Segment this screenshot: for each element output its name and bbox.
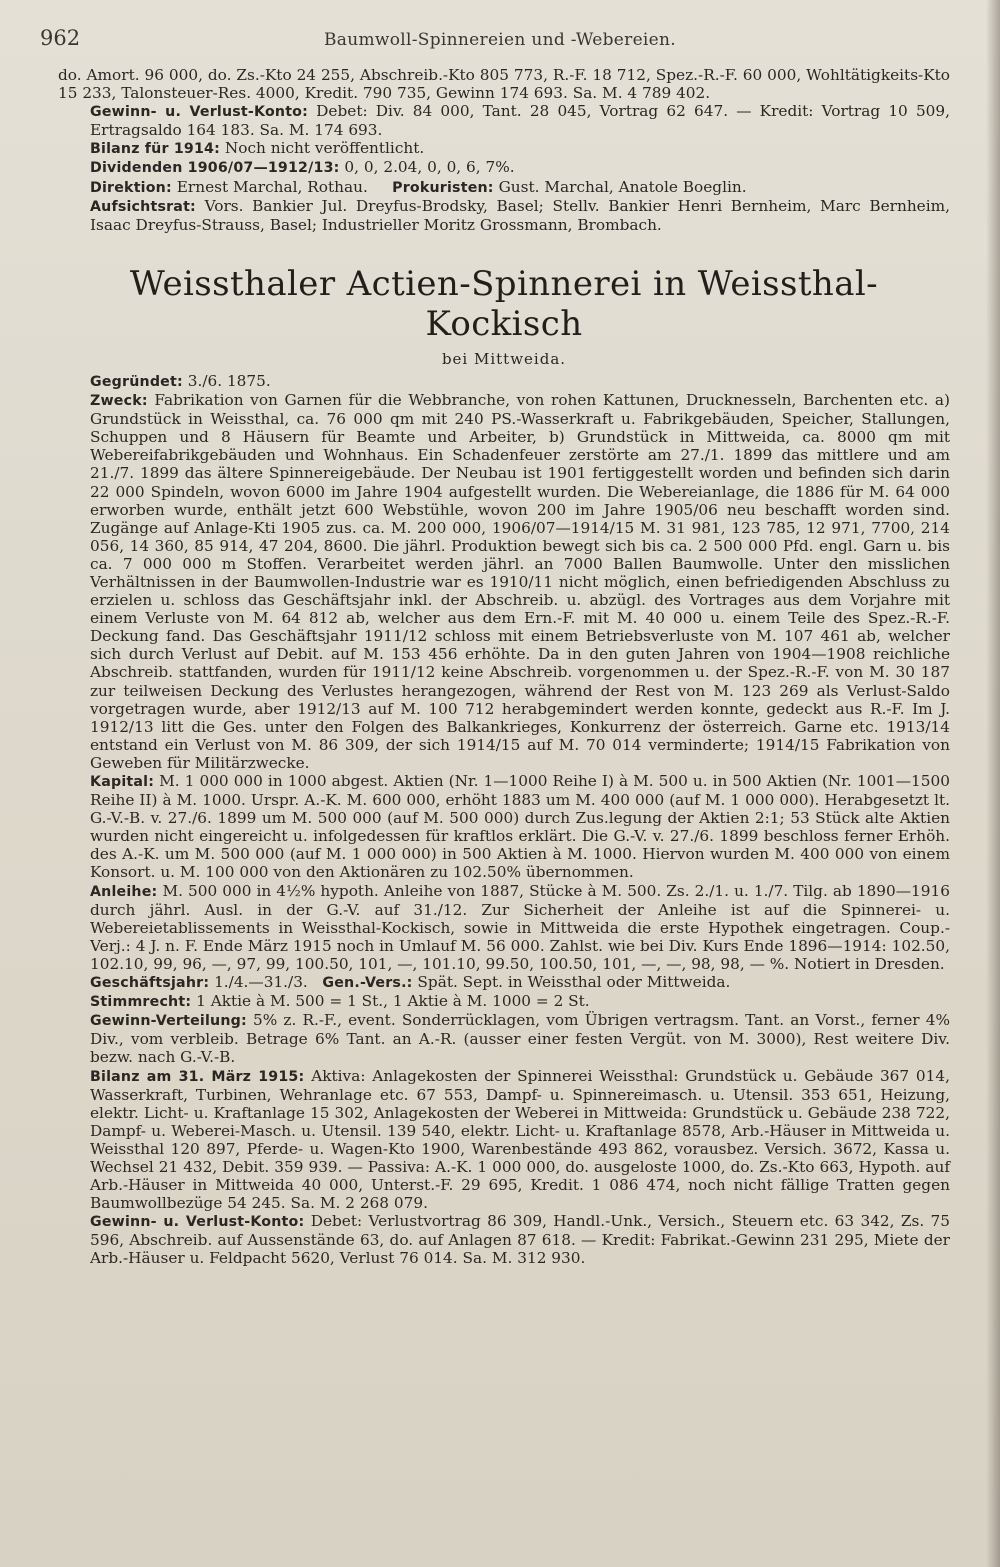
- prev-div-label: Dividenden 1906/07—1912/13:: [90, 160, 340, 177]
- prev-direction-paragraph: [58, 178, 950, 197]
- geschaeftsjahr-text: 1./4.—31./3.: [214, 973, 308, 992]
- guv-text: Debet: Verlustvortrag 86 309, Handl.-Unk., Versich., Steuern etc. 63 342, Zs. 75 596, Abschreib. auf Aussenstände 63, do. auf Anlagen 87 618. — Kredit: Fabrikat.-Gewinn 231 295, Miete der Arb.-Häuser u. Feldpacht 5620, Verlust 76 014. Sa. M. 312 930.: [90, 1212, 951, 1268]
- guv-label: Gewinn- u. Verlust-Konto:: [90, 1214, 305, 1231]
- prev-dir-text: Ernest Marchal, Rothau.: [176, 177, 368, 196]
- prev-ar-label: Aufsichtsrat:: [90, 198, 196, 215]
- section-title: Baumwoll-Spinnereien und -Webereien.: [324, 30, 676, 50]
- prev-bilanz-label: Bilanz für 1914:: [90, 141, 220, 158]
- gewinn-verteilung-label: Gewinn-Verteilung:: [90, 1013, 247, 1030]
- bilanz-text: Aktiva: Anlagekosten der Spinnerei Weissthal: Grundstück u. Gebäude 367 014, Wasserkraft, Turbinen, Wehranlage etc. 67 553, Dampf- u. Spinnereimasch. u. Utensil. 353 651, Heizung, elektr. Licht- u. Kraftanlage 15 302, Anlagekosten der Weberei in Mittweida: Grundstück u. Gebäude 238 722, Dampf- u. Weberei-Masch. u. Utensil. 139 540, elektr. Licht- u. Kraftanlage 8578, Arb.-Häuser in Mittweida u. Weissthal 120 897, Pferde- u. Wagen-Kto 1900, Warenbestände 493 862, vorausbez. Versich. 3672, Kassa u. Wechsel 21 432, Debit. 359 939. — Passiva: A.-K. 1 000 000, do. ausgeloste 1000, do. Zs.-Kto 663, Hypoth. auf Arb.-Häuser in Mittweida 40 000, Unterst.-F. 29 695, Kredit. 1 086 474, noch nicht fällige Tratten gegen Baumwollbezüge 54 245. Sa. M. 2 268 079.: [90, 1066, 950, 1213]
- gegruendet-label: Gegründet:: [90, 373, 183, 390]
- gegruendet-text: 3./6. 1875.: [187, 371, 271, 390]
- prev-dividends-paragraph: [58, 158, 950, 177]
- gegruendet-paragraph: [58, 372, 950, 391]
- prev-aufsichtsrat-paragraph: [58, 197, 950, 234]
- zweck-text: Fabrikation von Garnen für die Webbranche, von rohen Kattunen, Drucknesseln, Barchenten etc. a) Grundstück in Weissthal, ca. 76 000 qm mit 240 PS.-Wasserkraft u. Fabrikgebäuden, Speicher, Stallungen, Schuppen und 8 Häusern für Beamte und Arbeiter, b) Grundstück in Mittweida, ca. 8000 qm mit Webereifabrikgebäuden und Wohnhaus. Ein Schadenfeuer zerstörte am 27./1. 1899 das mittlere und am 21./7. 1899 das ältere Spinnereigebäude. Der Neubau ist 1901 fertiggestellt worden und befinden sich darin 22 000 Spindeln, wovon 6000 im Jahre 1904 aufgestellt wurden. Die Webereianlage, die 1886 für M. 64 000 erworben wurde, enthält jetzt 600 Webstühle, wovon 200 im Jahre 1905/06 neu beschafft worden sind. Zugänge auf Anlage-Kti 1905 zus. ca. M. 200 000, 1906/07—1914/15 M. 31 981, 123 785, 12 971, 7700, 214 056, 14 360, 85 914, 47 204, 8600. Die jährl. Produktion bewegt sich bis ca. 2 500 000 Pfd. engl. Garn u. bis ca. 7 000 000 m Stoffen. Verarbeitet werden jährl. an 7000 Ballen Baumwolle. Unter den misslichen Verhältnissen in der Baumwollen-Industrie war es 1910/11 nicht möglich, einen befriedigenden Abschluss zu erzielen u. schloss das Geschäftsjahr inkl. der Abschreib. u. abzügl. des Vortrages aus dem Vorjahre mit einem Verluste von M. 64 812 ab, welcher aus dem Ern.-F. mit M. 40 000 u. einem Teile des Spez.-R.-F. Deckung fand. Das Geschäftsjahr 1911/12 schloss mit einem Betriebsverluste von M. 107 461 ab, welcher sich durch Verlust auf Debit. auf M. 153 456 erhöhte. Da in den guten Jahren von 1904—1908 reichliche Abschreib. stattfanden, wurden für 1911/12 keine Abschreib. vorgenommen u. der Spez.-R.-F. von M. 30 187 zur teilweisen Deckung des Verlustes herangezogen, während der Rest von M. 123 269 als Verlust-Saldo vorgetragen wurde, aber 1912/13 auf M. 100 712 herabgemindert werden konnte, gedeckt aus R.-F. Im J. 1912/13 litt die Ges. unter den Folgen des Balkankrieges, Konkurrenz der österreich. Garne etc. 1913/14 entstand ein Verlust von M. 86 309, der sich 1914/15 auf M. 70 014 verminderte; 1914/15 Fabrikation von Geweben für Militärzwecke.: [90, 391, 950, 772]
- prev-prok-text: Gust. Marchal, Anatole Boeglin.: [498, 177, 747, 196]
- prev-dir-label: Direktion:: [90, 179, 172, 196]
- geschaeftsjahr-paragraph: [58, 973, 950, 992]
- anleihe-text: M. 500 000 in 4½% hypoth. Anleihe von 1887, Stücke à M. 500. Zs. 2./1. u. 1./7. Tilg. ab 1890—1916 durch jährl. Ausl. in der G.-V. auf 31./12. Zur Sicherheit der Anleihe ist auf die Spinnerei- u. Webereietablissements in Weissthal-Kockisch, sowie in Mittweida die erste Hypothek eingetragen. Coup.-Verj.: 4 J. n. F. Ende März 1915 noch in Umlauf M. 56 000. Zahlst. wie bei Div. Kurs Ende 1896—1914: 102.50, 102.10, 99, 96, —, 97, 99, 100.50, 101, —, 101.10, 99.50, 100.50, 101, —, —, 98, 98, — %. Notiert in Dresden.: [90, 881, 950, 973]
- prev-gv-label: Gewinn- u. Verlust-Konto:: [90, 104, 308, 121]
- prev-div-text: 0, 0, 2.04, 0, 0, 6, 7%.: [344, 158, 515, 177]
- gewinn-verteilung-paragraph: [58, 1011, 950, 1066]
- firm-subtitle: bei Mittweida.: [441, 349, 567, 368]
- guv-paragraph: [58, 1212, 950, 1267]
- anleihe-label: Anleihe:: [90, 883, 158, 900]
- prev-bilanz-text: Noch nicht veröffentlicht.: [224, 139, 425, 158]
- zweck-label: Zweck:: [90, 393, 148, 410]
- kapital-paragraph: [58, 772, 950, 882]
- prev-entry-continuation: do. Amort. 96 000, do. Zs.-Kto 24 255, Abschreib.-Kto 805 773, R.-F. 18 712, Spez.-R.-F. 60 000, Wohltätigkeits-Kto 15 233, Talonsteuer-Res. 4000, Kredit. 790 735, Gewinn 174 693. Sa. M. 4 789 402.: [58, 66, 950, 103]
- gen-vers-text: Spät. Sept. in Weissthal oder Mittweida.: [417, 973, 731, 992]
- anleihe-paragraph: [58, 882, 950, 973]
- prev-gv-paragraph: [58, 102, 950, 139]
- stimmrecht-paragraph: [58, 992, 950, 1011]
- bilanz-paragraph: [58, 1067, 950, 1213]
- geschaeftsjahr-label: Geschäftsjahr:: [90, 975, 210, 992]
- prev-bilanz-paragraph: [58, 139, 950, 158]
- page-number: 962: [40, 26, 81, 50]
- stimmrecht-label: Stimmrecht:: [90, 994, 192, 1011]
- running-head: [40, 26, 940, 50]
- stimmrecht-text: 1 Aktie à M. 500 = 1 St., 1 Aktie à M. 1000 = 2 St.: [196, 992, 590, 1011]
- bilanz-label: Bilanz am 31. März 1915:: [90, 1068, 305, 1085]
- prev-prok-label: Prokuristen:: [392, 179, 494, 196]
- gewinn-verteilung-text: 5% z. R.-F., event. Sonderrücklagen, vom Übrigen vertragsm. Tant. an Vorst., ferner 4% Div., vom verbleib. Betrage 6% Tant. an A.-R. (ausser einer festen Vergüt. von M. 3000), Rest weitere Div. bezw. nach G.-V.-B.: [90, 1011, 950, 1067]
- firm-title: Weissthaler Actien-Spinnerei in Weissthal-Kockisch: [129, 263, 879, 344]
- text-column: [58, 66, 950, 1268]
- gen-vers-label: Gen.-Vers.:: [322, 975, 413, 992]
- prev-ar-text: Vors. Bankier Jul. Dreyfus-Brodsky, Basel; Stellv. Bankier Henri Bernheim, Marc Bernheim, Isaac Dreyfus-Strauss, Basel; Industrieller Moritz Grossmann, Brombach.: [90, 196, 950, 234]
- kapital-text: M. 1 000 000 in 1000 abgest. Aktien (Nr. 1—1000 Reihe I) à M. 500 u. in 500 Aktien (Nr. 1001—1500 Reihe II) à M. 1000. Urspr. A.-K. M. 600 000, erhöht 1883 um M. 400 000 (auf M. 1 000 000). Herabgesetzt lt. G.-V.-B. v. 27./6. 1899 um M. 500 000 (auf M. 500 000) durch Zus.legung der Aktien 2:1; 53 Stück alte Aktien wurden nicht eingereicht u. infolgedessen für kraftlos erklärt. Die G.-V. v. 27./6. 1899 beschloss ferner Erhöh. des A.-K. um M. 500 000 (auf M. 1 000 000) in 500 Aktien à M. 1000. Hiervon wurden M. 400 000 von einem Konsort. u. M. 100 000 von den Aktionären zu 102.50% übernommen.: [90, 772, 950, 882]
- zweck-paragraph: [58, 391, 950, 772]
- prev-gv-text: Debet: Div. 84 000, Tant. 28 045, Vortrag 62 647. — Kredit: Vortrag 10 509, Ertragsaldo 164 183. Sa. M. 174 693.: [90, 102, 951, 140]
- kapital-label: Kapital:: [90, 774, 155, 790]
